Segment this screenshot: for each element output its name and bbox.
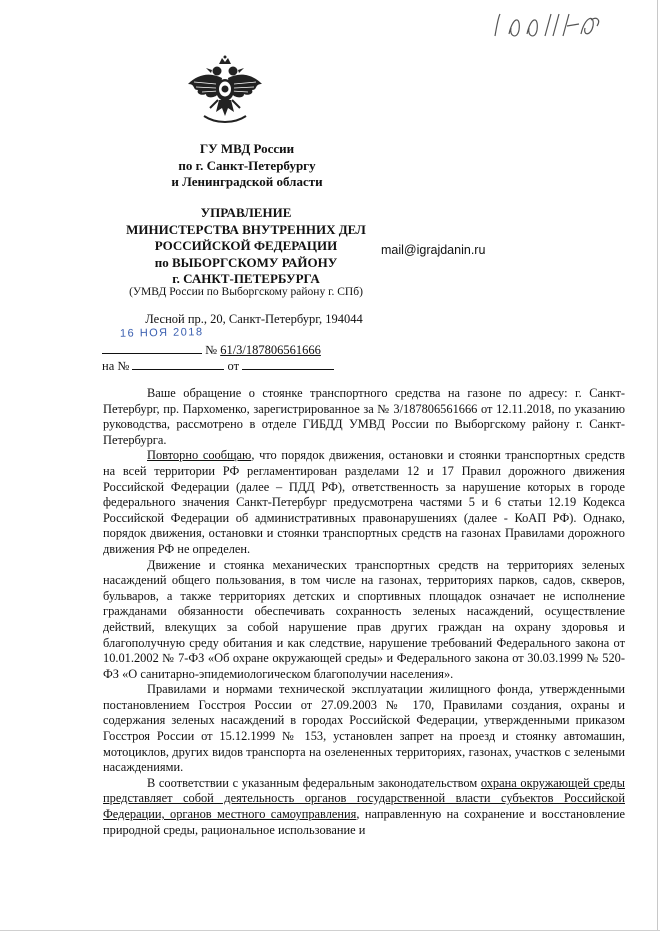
paragraph-1: Ваше обращение о стоянке транспортного средства на газоне по адресу: г. Санкт-Петербург, пр. Пархоменко, зарегистрированное за № 3/187806561666 от 12.11.2018, по указанию руководства, рассмотрено в отделе ГИБДД УМВД России по Выборгскому району г. Санкт-Петербурга. [103, 386, 625, 447]
org-line: МИНИСТЕРСТВА ВНУТРЕННИХ ДЕЛ [126, 221, 366, 237]
paragraph-5 [103, 776, 625, 838]
org-short-name: (УМВД России по Выборгскому району г. СПб) [129, 286, 363, 298]
org-header-main [96, 205, 396, 288]
emphasis-underlined: охрана окружающей среды представляет собой деятельность органов государственной власти субъектов Российской Федерации, органов местного самоуправления [103, 775, 625, 822]
ref-number: 61/3/187806561666 [220, 343, 321, 357]
paragraph-2-text: , что порядок движения, остановки и стоянки транспортных средств на всей территории РФ регламентирован разделами 12 и 17 Правил дорожного движения Российской Федерации (далее – ПДД РФ), ответственность за нарушение которых в городе федерального значения Санкт-Петербург предусмотрена частями 5 и 6 статьи 12.19 Кодекса Российской Федерации об административных правонарушениях (далее - КоАП РФ). Однако, порядок движения, остановки и стоянки транспортных средств на газонах Правилами дорожного движения РФ не определен. [103, 448, 625, 556]
blank-incoming-date [242, 357, 334, 370]
outgoing-ref-line [102, 341, 321, 358]
blank-incoming-number [132, 357, 224, 370]
ref-number-prefix: № [205, 343, 218, 357]
org-line: г. САНКТ-ПЕТЕРБУРГА [172, 271, 320, 286]
incoming-ref-line [102, 357, 334, 374]
org-line: по г. Санкт-Петербургу [178, 157, 316, 173]
ref-from-label: от [227, 359, 240, 373]
recipient-email: mail@igrajdanin.ru [381, 243, 486, 257]
handwritten-note [487, 6, 607, 46]
org-line: УПРАВЛЕНИЕ [200, 205, 292, 220]
emphasis-underlined: Повторно сообщаю [147, 448, 252, 463]
paragraph-5-end: , направленную на сохранение и восстановление природной среды, рациональное использование и [103, 807, 625, 837]
paragraph-5-start: В соответствии с указанным федеральным законодательством [147, 775, 481, 790]
scan-border [657, 0, 658, 931]
org-line: ГУ МВД России [199, 141, 295, 156]
mvd-emblem-icon [186, 54, 264, 132]
org-line: и Ленинградской области [171, 174, 323, 189]
blank-date-line [102, 341, 202, 354]
paragraph-4: Правилами и нормами технической эксплуатации жилищного фонда, утвержденными постановлением Госстроя России от 27.09.2003 № 170, Правилами создания, охраны и содержания зеленых насаждений в городах Российской Федерации, утвержденными приказом Госстроя России от 15.12.1999 № 153, установлен запрет на проезд и стоянку автомашин, мотоциклов, других видов транспорта на озелененных территориях, газонах, участков с зелеными насаждениями. [103, 682, 625, 775]
org-address: Лесной пр., 20, Санкт-Петербург, 194044 [145, 312, 363, 326]
ref-in-reply-label: на № [102, 359, 130, 373]
paragraph-2 [103, 448, 625, 557]
org-line: по ВЫБОРГСКОМУ РАЙОНУ [154, 254, 338, 270]
org-line: РОССИЙСКОЙ ФЕДЕРАЦИИ [154, 238, 338, 253]
org-header-top [138, 141, 356, 191]
paragraph-3: Движение и стоянка механических транспортных средств на территориях зеленых насаждений общего пользования, в том числе на газонах, территориях парков, садов, скверов, бульваров, а также территориях детских и спортивных площадок означает не исполнение гражданами обязанности обеспечивать сохранность зеленых насаждений, осуществление действий, влекущих за собой нарушение прав других граждан на охрану здоровья и благополучную среду обитания и как следствие, нарушение требований Федерального закона от 10.01.2002 № 7-ФЗ «Об охране окружающей среды» и Федерального закона от 30.03.1999 № 520-ФЗ «О санитарно-эпидемиологическом благополучии населения». [103, 557, 625, 681]
letter-body [103, 386, 625, 838]
date-stamp: 16 НОЯ 2018 [119, 326, 204, 340]
